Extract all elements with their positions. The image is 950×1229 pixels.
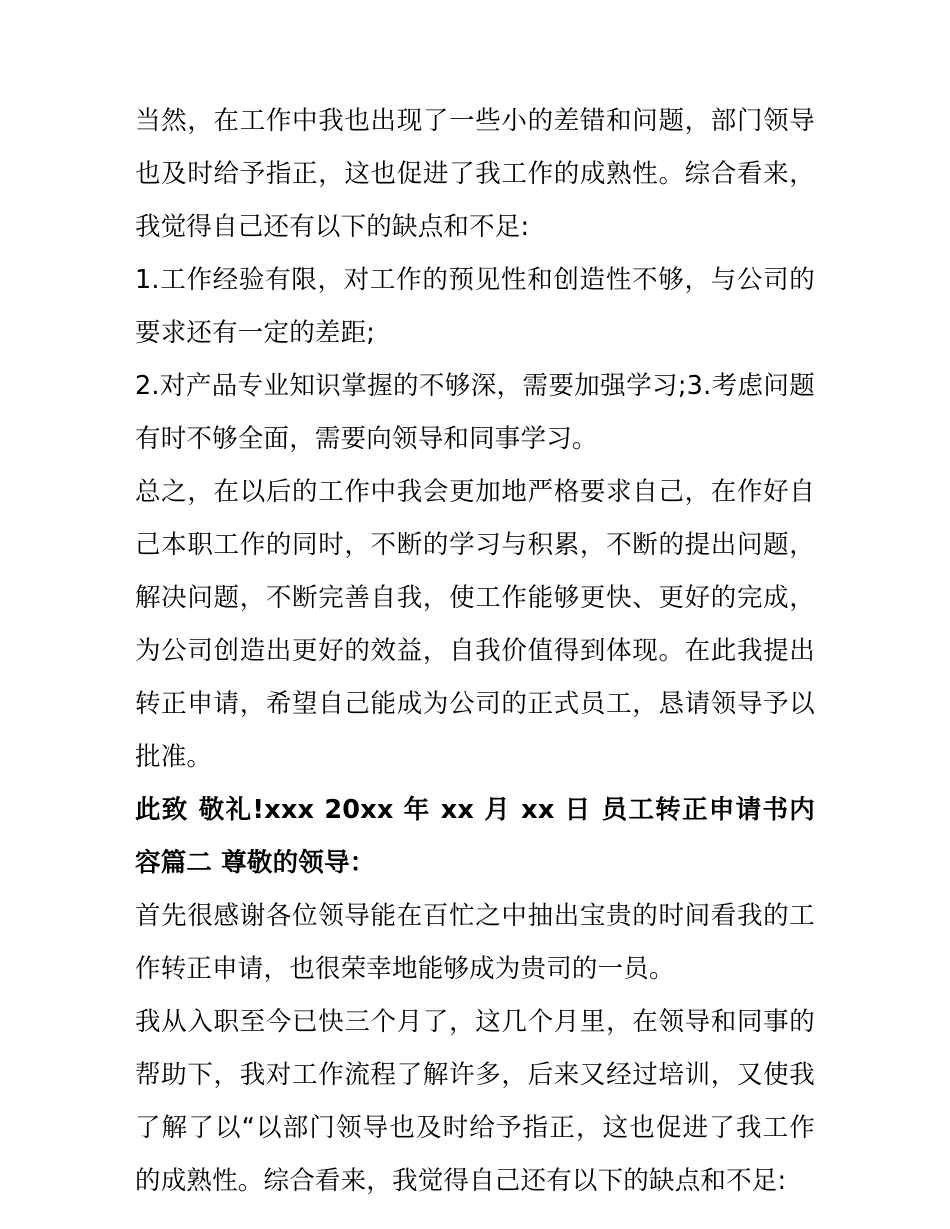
paragraph-4: 总之，在以后的工作中我会更加地严格要求自己，在作好自己本职工作的同时，不断的学习与积累，不断的提出问题，解决问题，不断完善自我，使工作能够更快、更好的完成，为公司创造出更好的效益，自我价值得到体现。在此我提出转正申请，希望自己能成为公司的正式员工，恳请领导予以批准。 — [135, 477, 815, 772]
paragraph-6: 首先很感谢各位领导能在百忙之中抽出宝贵的时间看我的工作转正申请，也很荣幸地能够成为贵司的一员。 — [135, 901, 815, 984]
paragraph-1: 当然，在工作中我也出现了一些小的差错和问题，部门领导也及时给予指正，这也促进了我工作的成熟性。综合看来，我觉得自己还有以下的缺点和不足: — [135, 106, 815, 242]
paragraph-2: 1.工作经验有限，对工作的预见性和创造性不够，与公司的要求还有一定的差距; — [135, 265, 815, 348]
paragraph-3: 2.对产品专业知识掌握的不够深，需要加强学习;3.考虑问题有时不够全面，需要向领导和同事学习。 — [135, 371, 815, 454]
paragraph-5: 此致 敬礼!xxx 20xx 年 xx 月 xx 日 员工转正申请书内容篇二 尊敬的领导： — [135, 795, 815, 878]
document-body — [135, 95, 815, 1208]
paragraph-7: 我从入职至今已快三个月了，这几个月里，在领导和同事的帮助下，我对工作流程了解许多，后来又经过培训，又使我了解了以“以部门领导也及时给予指正，这也促进了我工作的成熟性。综合看来，我觉得自己还有以下的缺点和不足: — [135, 1007, 815, 1196]
